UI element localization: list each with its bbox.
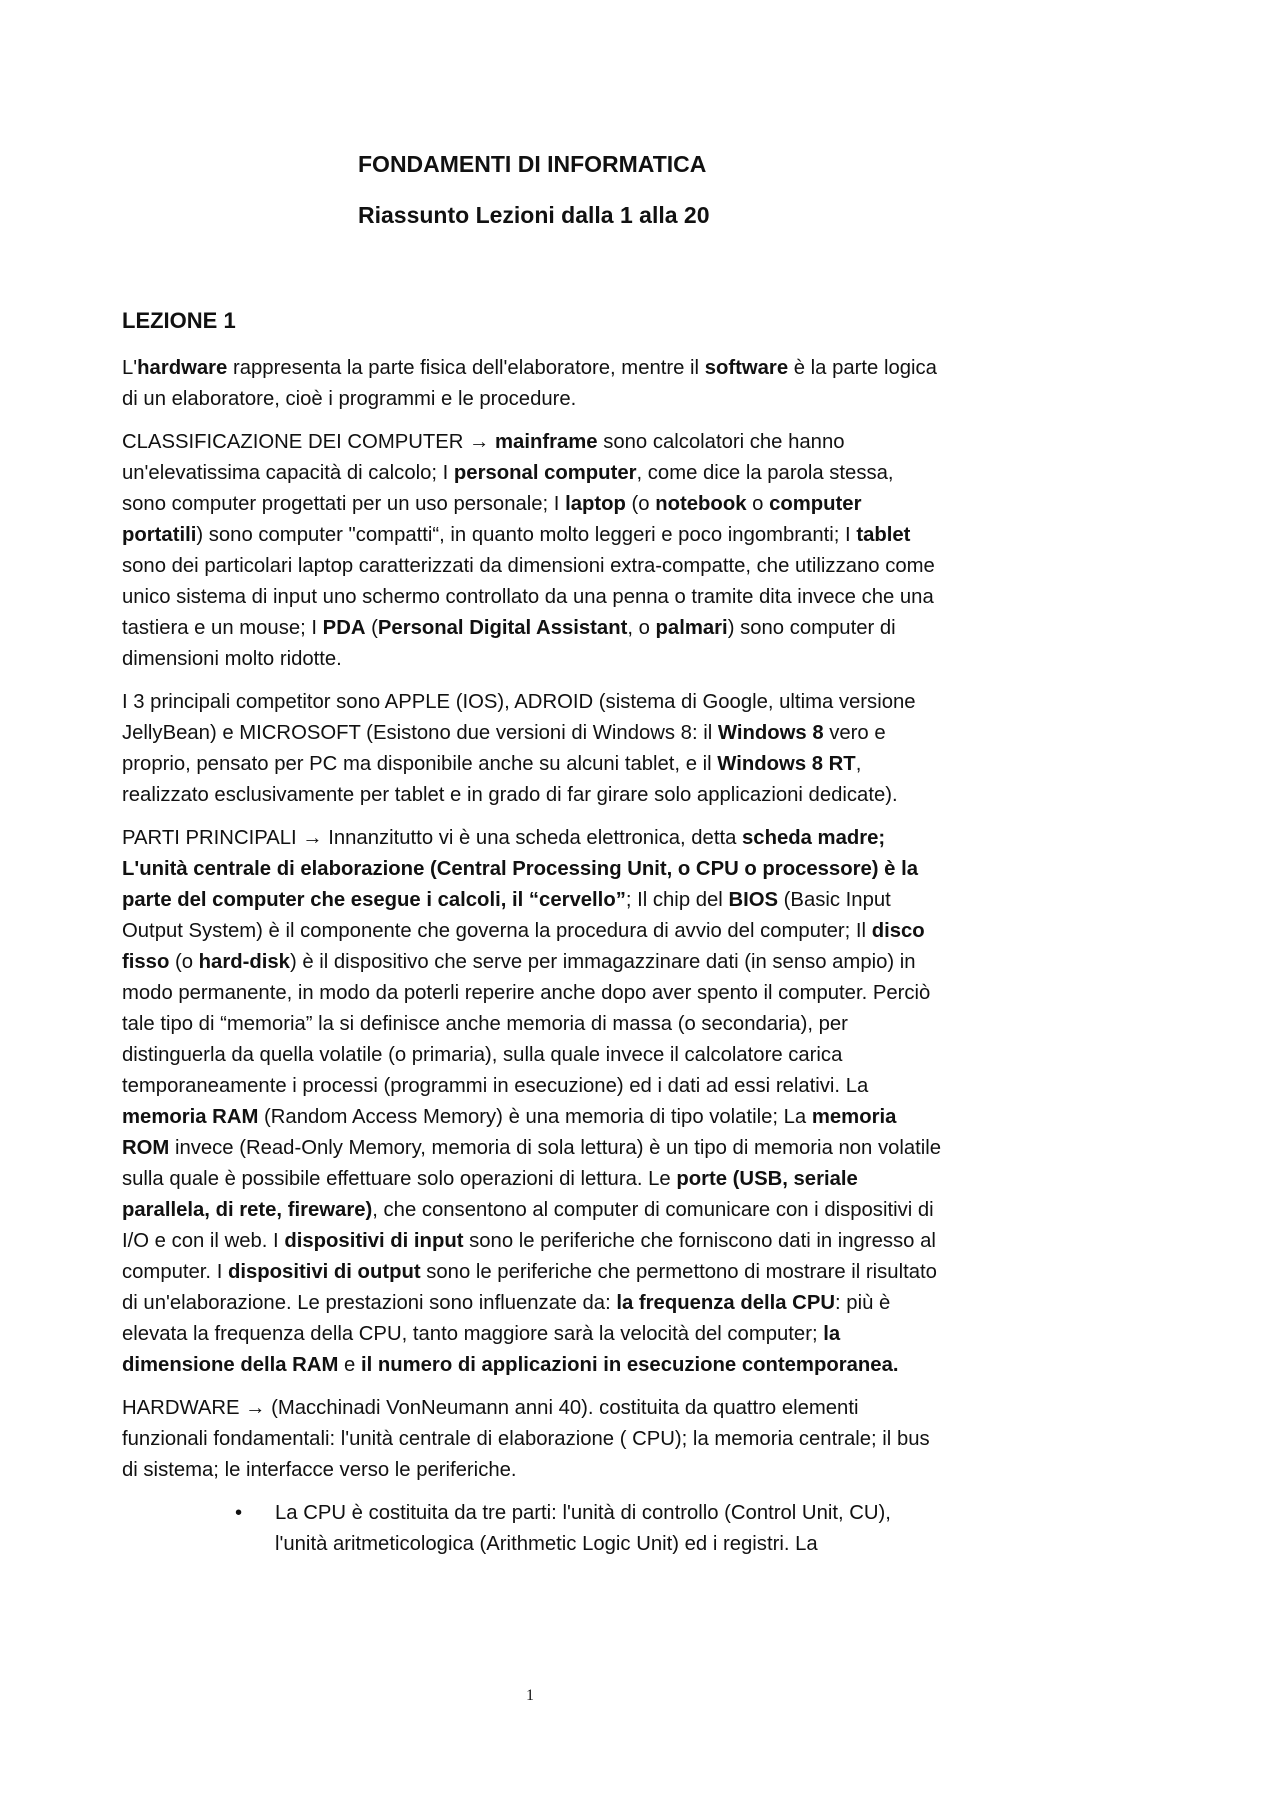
text-run: o <box>746 493 770 515</box>
text-run: , che consentono al computer di comunicare con i dispositivi di I/O e con il web. I <box>122 1199 934 1252</box>
text-run: , realizzato esclusivamente per tablet e in grado di far girare solo applicazioni dedicate). <box>122 753 898 806</box>
paragraph-parti-principali <box>122 823 942 1381</box>
document-body <box>122 307 942 1560</box>
bold-term: dispositivi di input <box>284 1230 464 1252</box>
bold-term: notebook <box>655 493 747 515</box>
page-number: 1 <box>526 1687 534 1704</box>
text-run: ) sono computer "compatti“, in quanto molto leggeri e poco ingombranti; I <box>196 524 857 546</box>
bold-term: disco fisso <box>122 920 925 973</box>
text-run: ; Il chip del <box>625 889 729 911</box>
paragraph-competitor <box>122 687 942 811</box>
bold-term: porte (USB, seriale parallela, di rete, fireware) <box>122 1168 858 1221</box>
paragraph-hardware-vonneumann <box>122 1393 942 1486</box>
text-run: , o <box>627 617 656 639</box>
text-run: sono le periferiche che forniscono dati in ingresso al computer. I <box>122 1230 936 1283</box>
text-run: PARTI PRINCIPALI → Innanzitutto vi è una scheda elettronica, detta <box>122 827 743 849</box>
bold-term: computer portatili <box>122 493 862 546</box>
bold-term: palmari <box>655 617 728 639</box>
document-subtitle: Riassunto Lezioni dalla 1 alla 20 <box>358 202 710 228</box>
text-run: ( <box>365 617 378 639</box>
bold-term: memoria ROM <box>122 1106 897 1159</box>
bold-term: mainframe <box>495 431 598 453</box>
text-run: sono le periferiche che permettono di mostrare il risultato di un'elaborazione. Le prestazioni sono influenzate da: <box>122 1261 937 1314</box>
text-run: è la parte logica di un elaboratore, cioè i programmi e le procedure. <box>122 357 937 410</box>
bullet-marker: • <box>235 1502 243 1524</box>
bold-term: Windows 8 RT <box>717 753 856 775</box>
text-run: sono calcolatori che hanno un'elevatissima capacità di calcolo; I <box>122 431 845 484</box>
bold-term: BIOS <box>728 889 779 911</box>
bold-term: Windows 8 <box>717 722 824 744</box>
bold-term: Personal Digital Assistant <box>377 617 628 639</box>
bold-term: PDA <box>322 617 366 639</box>
text-run: L' <box>122 357 138 379</box>
list-item-text: La CPU è costituita da tre parti: l'unità di controllo (Control Unit, CU), l'unità aritmeticologica (Arithmetic Logic Unit) ed i registri. La <box>275 1502 891 1555</box>
text-run: sono dei particolari laptop caratterizzati da dimensioni extra-compatte, che utilizzano come unico sistema di input uno schermo controllato da una penna o tramite dita invece che una tastiera e un mouse; I <box>122 555 935 639</box>
list-item <box>235 1498 942 1560</box>
title-block <box>358 150 958 252</box>
bold-term: personal computer <box>453 462 637 484</box>
text-run: I 3 principali competitor sono APPLE (IOS), ADROID (sistema di Google, ultima versione JellyBean) e MICROSOFT (Esistono due versioni di Windows 8: il <box>122 691 916 744</box>
bold-term: il numero di applicazioni in esecuzione contemporanea. <box>360 1354 899 1376</box>
bold-term: dispositivi di output <box>227 1261 421 1283</box>
bold-term: laptop <box>565 493 626 515</box>
document-title: FONDAMENTI DI INFORMATICA <box>358 151 707 177</box>
text-run: (o <box>169 951 199 973</box>
text-run: HARDWARE → (Macchinadi VonNeumann anni 40). costituita da quattro elementi funzionali fondamentali: l'unità centrale di elaborazione ( CPU); la memoria centrale; il bus di sistema; le interfacce verso le periferiche. <box>122 1397 930 1481</box>
paragraph-classificazione <box>122 427 942 675</box>
bold-term: scheda madre; L'unità centrale di elaborazione (Central Processing Unit, o CPU o processore) è la parte del computer che esegue i calcoli, il “cervello” <box>122 827 918 911</box>
bold-term: hard-disk <box>198 951 290 973</box>
bold-term: hardware <box>137 357 228 379</box>
text-run: (o <box>625 493 656 515</box>
text-run: CLASSIFICAZIONE DEI COMPUTER → <box>122 431 495 453</box>
text-run: (Basic Input Output System) è il componente che governa la procedura di avvio del computer; Il <box>122 889 891 942</box>
text-run: , come dice la parola stessa, sono computer progettati per un uso personale; I <box>122 462 894 515</box>
text-run: (Random Access Memory) è una memoria di tipo volatile; La <box>258 1106 812 1128</box>
bold-term: la frequenza della CPU <box>616 1292 836 1314</box>
lesson-heading: LEZIONE 1 <box>122 308 236 333</box>
text-run: ) sono computer di dimensioni molto ridotte. <box>122 617 896 670</box>
paragraph-hardware-software <box>122 353 942 415</box>
text-run: e <box>338 1354 361 1376</box>
text-run: rappresenta la parte fisica dell'elaboratore, mentre il <box>227 357 705 379</box>
bold-term: memoria RAM <box>122 1106 259 1128</box>
text-run: : più è elevata la frequenza della CPU, tanto maggiore sarà la velocità del computer; <box>122 1292 891 1345</box>
bold-term: software <box>704 357 789 379</box>
bullet-list <box>122 1498 942 1560</box>
text-run: vero e proprio, pensato per PC ma disponibile anche su alcuni tablet, e il <box>122 722 886 775</box>
text-run: invece (Read-Only Memory, memoria di sola lettura) è un tipo di memoria non volatile sulla quale è possibile effettuare solo operazioni di lettura. Le <box>122 1137 942 1190</box>
bold-term: la dimensione della RAM <box>122 1323 841 1376</box>
text-run: ) è il dispositivo che serve per immagazzinare dati (in senso ampio) in modo permanente, in modo da poterli reperire anche dopo aver spento il computer. Perciò tale tipo di “memoria” la si definisce anche memoria di massa (o secondaria), per distinguerla da quella volatile (o primaria), sulla quale invece il calcolatore carica temporaneamente i processi (programmi in esecuzione) ed i dati ad essi relativi. La <box>122 951 931 1097</box>
bold-term: tablet <box>856 524 911 546</box>
